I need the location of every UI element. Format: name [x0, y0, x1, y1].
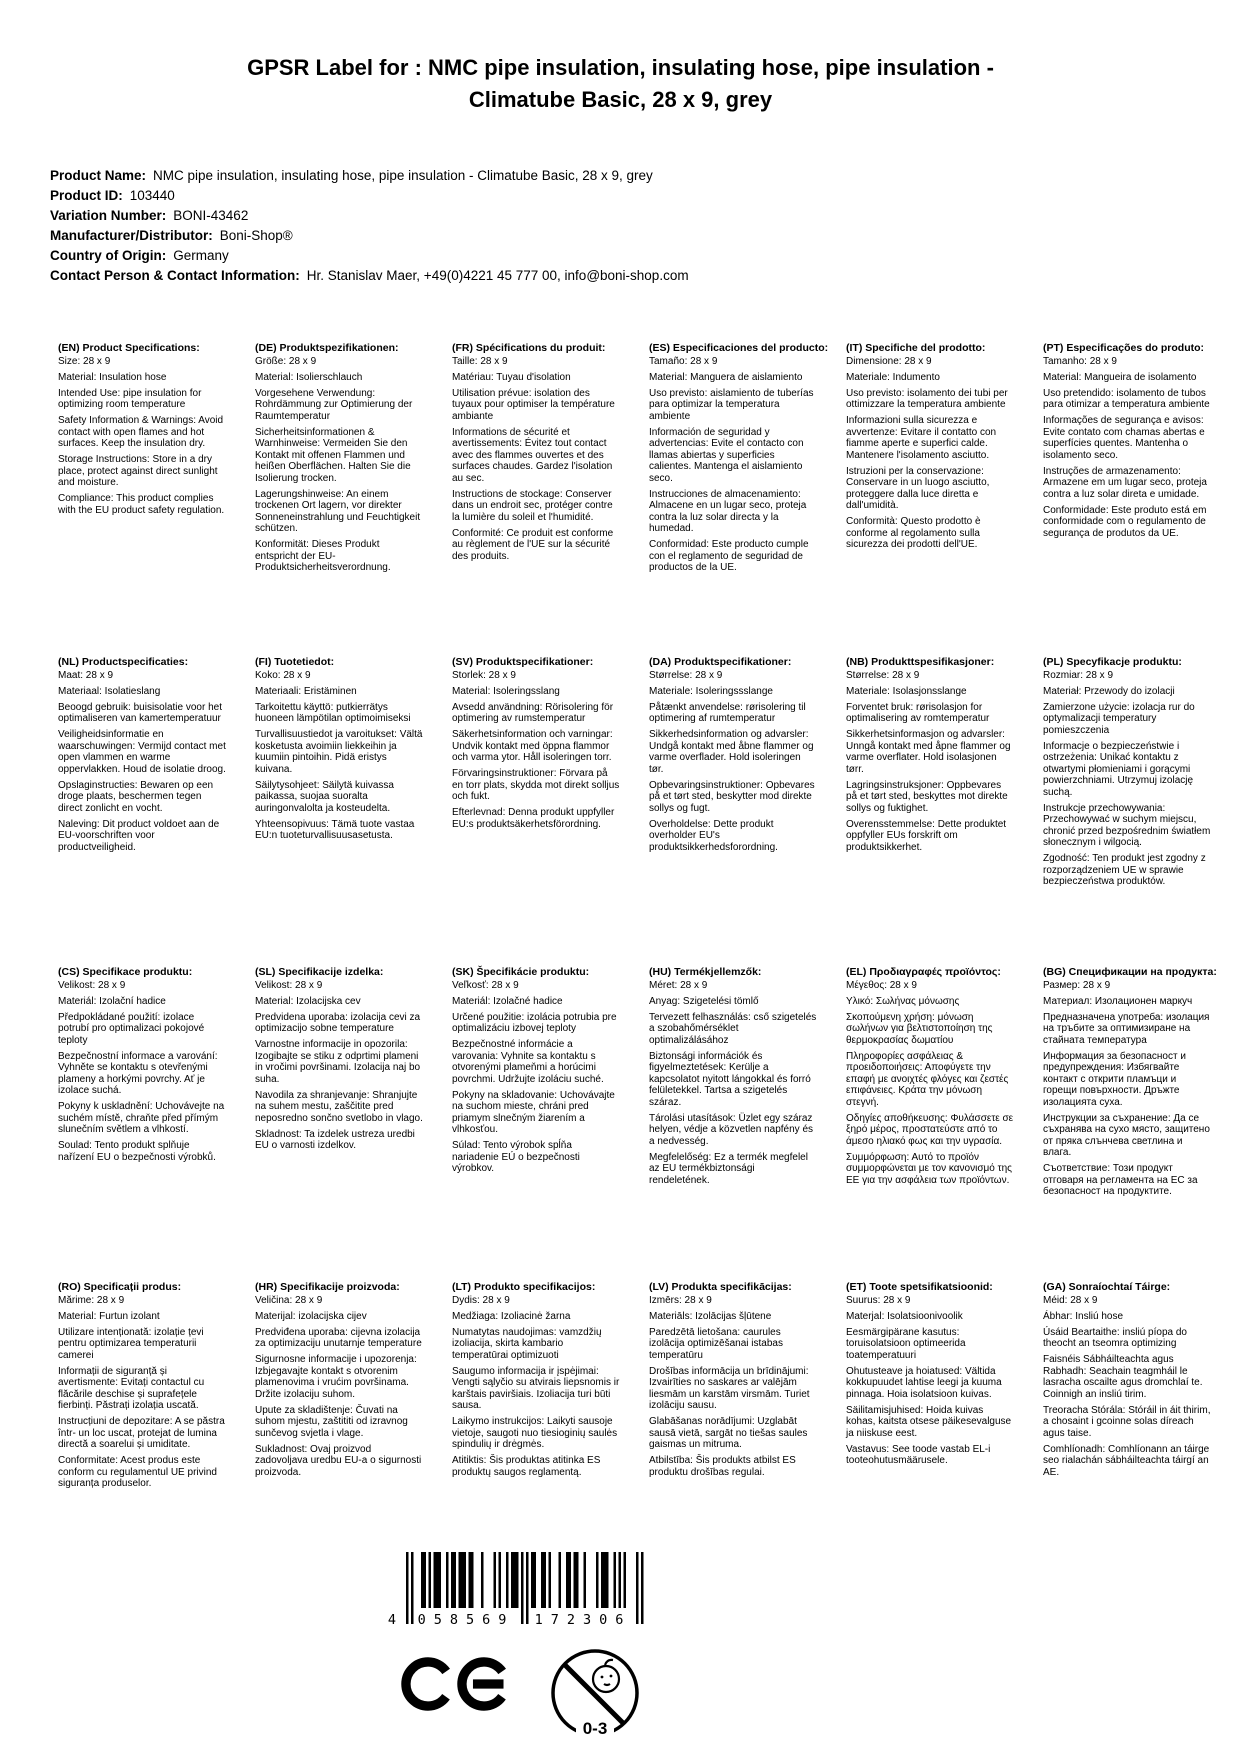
lang-block-paragraph: Instructions de stockage: Conserver dans un endroit sec, protéger contre la lumière du soleil et l'humidité.: [452, 488, 613, 523]
lang-block-paragraph: Overholdelse: Dette produkt overholder EU's produktsikkerhedsforordning.: [649, 818, 778, 853]
lang-block-paragraph: Naleving: Dit product voldoet aan de EU-voorschriften voor productveiligheid.: [58, 818, 220, 853]
language-row: [58, 343, 1211, 578]
lang-block-paragraph: Tervezett felhasználás: cső szigetelés a szobahőmérséklet optimalizálásához: [649, 1011, 817, 1046]
lang-block-paragraph: Medžiaga: Izoliacinė žarna: [452, 1310, 571, 1322]
lang-block-paragraph: Materiale: Isolasjonsslange: [846, 685, 967, 697]
lang-block-paragraph: Instrukcje przechowywania: Przechowywać w suchym miejscu, chronić przed bezpośrednim światłem słonecznym i wilgocią.: [1043, 802, 1211, 848]
lang-block-paragraph: Material: Isoleringsslang: [452, 685, 560, 697]
lang-block-paragraph: Größe: 28 x 9: [255, 355, 317, 367]
lang-block-paragraph: Opslaginstructies: Bewaren op een droge plaats, beschermen tegen direct zonlicht en vocht.: [58, 779, 214, 814]
lang-block-paragraph: Υλικό: Σωλήνας μόνωσης: [846, 995, 960, 1007]
age-warning-0-3-icon: [547, 1645, 643, 1741]
product-info: [50, 166, 1186, 286]
lang-block-header: (LT) Produkto specifikacijos:: [452, 1281, 596, 1293]
language-row: [58, 657, 1211, 892]
lang-block-paragraph: Utilizare intenționată: izolație țevi pentru optimizarea temperaturii camerei: [58, 1326, 204, 1361]
barcode-bar: [569, 1552, 572, 1608]
lang-block-paragraph: Atbilstība: Šis produkts atbilst ES produktu drošības regulai.: [649, 1455, 796, 1478]
product-info-row-country-of-origin: [50, 246, 1186, 266]
lang-block-paragraph: Size: 28 x 9: [58, 355, 111, 367]
lang-block-paragraph: Eesmärgipärane kasutus: toruisolatsioon optimeerida toatemperatuuri: [846, 1326, 966, 1361]
lang-block-paragraph: Förvaringsinstruktioner: Förvara på en torr plats, skydda mot direkt solljus och fukt.: [452, 768, 620, 802]
lang-block-paragraph: Saugumo informacija ir įspėjimai: Vengti sąlyčio su atvirais liepsnomis ir karštais paviršiais. Izoliacija turi būti sausa.: [452, 1365, 620, 1411]
lang-block-paragraph: Conformitate: Acest produs este conform cu regulamentul UE privind siguranța produselor.: [58, 1455, 217, 1489]
barcode-bar: [494, 1552, 497, 1608]
lang-block-paragraph: Συμμόρφωση: Αυτό το προϊόν συμμορφώνεται με τον κανονισμό της ΕΕ για την ασφάλεια των προϊόντων.: [846, 1151, 1012, 1186]
info-value: Hr. Stanislav Maer, +49(0)4221 45 777 00, info@boni-shop.com: [306, 268, 689, 283]
lang-block-header: (DA) Produktspecifikationer:: [649, 656, 792, 668]
lang-block-paragraph: Storlek: 28 x 9: [452, 669, 516, 681]
info-value: NMC pipe insulation, insulating hose, pipe insulation - Climatube Basic, 28 x 9, grey: [153, 168, 653, 183]
lang-block-header: (EL) Προδιαγραφές προϊόντος:: [846, 966, 1001, 978]
lang-block-paragraph: Atitiktis: Šis produktas atitinka ES produktų saugos reglamentą.: [452, 1455, 601, 1478]
barcode-bar: [601, 1552, 604, 1608]
info-label: Manufacturer/Distributor:: [50, 228, 213, 243]
lang-block-paragraph: Beoogd gebruik: buisisolatie voor het optimaliseren van kamertemperatuur: [58, 701, 222, 724]
barcode-digit-prefix: 4: [387, 1612, 397, 1628]
lang-block-paragraph: Vorgesehene Verwendung: Rohrdämmung zur Optimierung der Raumtemperatur: [255, 387, 413, 422]
lang-block-paragraph: Numatytas naudojimas: vamzdžių izoliacija, skirta kambario temperatūrai optimizuoti: [452, 1326, 602, 1361]
lang-block-paragraph: Velikost: 28 x 9: [255, 979, 323, 991]
lang-block-header: (GA) Sonraíochtaí Táirge:: [1043, 1281, 1171, 1293]
lang-block-paragraph: Safety Information & Warnings: Avoid contact with open flames and hot surfaces. Keep the insulation dry.: [58, 415, 224, 449]
lang-block-paragraph: Efterlevnad: Denna produkt uppfyller EU:s produktsäkerhetsförordning.: [452, 807, 615, 830]
lang-block-paragraph: Sikkerhedsinformation og advarsler: Undgå kontakt med åbne flammer og varme overflader. Hold isoleringen tør.: [649, 729, 814, 775]
lang-block-bg: [1043, 966, 1217, 1202]
lang-block-paragraph: Forventet bruk: rørisolasjon for optimalisering av romtemperatur: [846, 701, 990, 724]
lang-block-paragraph: Veľkosť: 28 x 9: [452, 979, 519, 991]
lang-block-paragraph: Uso pretendido: isolamento de tubos para otimizar a temperatura ambiente: [1043, 387, 1210, 410]
lang-block-de: [255, 343, 423, 578]
lang-block-paragraph: Megfelelőség: Ez a termék megfelel az EU termékbiztonsági rendeletének.: [649, 1151, 808, 1186]
language-row: [58, 1282, 1211, 1494]
lang-block-paragraph: Størrelse: 28 x 9: [649, 669, 723, 681]
barcode-bar: [464, 1552, 467, 1608]
lang-block-paragraph: Pokyny na skladovanie: Uchovávajte na suchom mieste, chráni pred priamym slnečným žiarením a vlhkosťou.: [452, 1089, 615, 1135]
lang-block-ga: [1043, 1282, 1211, 1483]
lang-block-paragraph: Съответствие: Този продукт отговаря на регламента на ЕС за безопасност на продуктите.: [1043, 1163, 1198, 1197]
lang-block-paragraph: Tarkoitettu käyttö: putkierrätys huoneen lämpötilan optimoimiseksi: [255, 701, 411, 724]
barcode-bar: [511, 1552, 514, 1608]
lang-block-paragraph: Informations de sécurité et avertissements: Évitez tout contact avec des flammes ouvertes et des surfaces chaudes. Gardez l'isolation au sec.: [452, 426, 613, 484]
lang-block-paragraph: Vastavus: See toode vastab EL-i tooteohutusmäärusele.: [846, 1443, 991, 1466]
barcode-bar: [446, 1552, 449, 1608]
lang-block-paragraph: Οδηγίες αποθήκευσης: Φυλάσσετε σε ξηρό μέρος, προστατεύστε από το άμεσο ηλιακό φως και την υγρασία.: [846, 1112, 1014, 1147]
lang-block-paragraph: Compliance: This product complies with the EU product safety regulation.: [58, 493, 225, 516]
lang-block-paragraph: Säkerhetsinformation och varningar: Undvik kontakt med öppna flammor och varma ytor. Håll isoleringen torr.: [452, 729, 613, 763]
lang-block-paragraph: Informații de siguranță și avertismente: Evitați contactul cu flăcările deschise și suprafețele fierbinți. Păstrați izolația uscată.: [58, 1365, 205, 1411]
lang-block-paragraph: Materijal: izolacijska cijev: [255, 1310, 367, 1322]
lang-block-paragraph: Инструкции за съхранение: Да се съхранява на сухо място, защитено от пряка слънчева светлина и влага.: [1043, 1112, 1210, 1158]
barcode-bar: [574, 1552, 577, 1608]
lang-block-paragraph: Ábhar: Insliú hose: [1043, 1310, 1124, 1322]
barcode-bar: [619, 1552, 622, 1608]
lang-block-paragraph: Turvallisuustiedot ja varoitukset: Vältä kosketusta avoimiin liekkeihin ja kuumiin pintoihin. Pidä eristys kuivana.: [255, 729, 423, 775]
lang-block-paragraph: Säilitamisjuhised: Hoida kuivas kohas, kaitsta otsese päikesevalguse ja niiskuse eest.: [846, 1404, 1012, 1439]
lang-block-header: (HR) Specifikacije proizvoda:: [255, 1281, 400, 1293]
lang-block-paragraph: Utilisation prévue: isolation des tuyaux pour optimiser la température ambiante: [452, 387, 615, 422]
lang-block-el: [846, 967, 1014, 1191]
lang-block-paragraph: Dimensione: 28 x 9: [846, 355, 932, 367]
lang-block-paragraph: Yhteensopivuus: Tämä tuote vastaa EU:n tuoteturvallisuusasetusta.: [255, 818, 415, 841]
barcode-bar: [544, 1552, 547, 1608]
lang-block-paragraph: Zamierzone użycie: izolacja rur do optymalizacji temperatury pomieszczenia: [1043, 701, 1195, 736]
lang-block-paragraph: Treoracha Stórála: Stóráil in áit thirim, a chosaint i gcoinne solas díreach agus taise.: [1043, 1404, 1211, 1439]
lang-block-paragraph: Anyag: Szigetelési tömlő: [649, 995, 759, 1007]
lang-block-paragraph: Materiaali: Eristäminen: [255, 685, 357, 697]
barcode-bar: [549, 1552, 552, 1608]
barcode-bar: [584, 1552, 587, 1608]
ce-letter-c: [406, 1662, 450, 1706]
lang-block-paragraph: Uso previsto: isolamento dei tubi per ottimizzare la temperatura ambiente: [846, 387, 1008, 410]
lang-block-hr: [255, 1282, 423, 1483]
product-info-row-product-id: [50, 186, 1186, 206]
lang-block-paragraph: Bezpečnostní informace a varování: Vyhněte se kontaktu s otevřenými plameny a horkými povrchy. Ať je izolace suchá.: [58, 1050, 218, 1096]
lang-block-paragraph: Intended Use: pipe insulation for optimizing room temperature: [58, 387, 202, 410]
page-title: GPSR Label for : NMC pipe insulation, insulating hose, pipe insulation - Climatube Basic, 28 x 9, grey: [247, 55, 994, 112]
lang-block-paragraph: Predviđena uporaba: cijevna izolacija za optimizaciju unutarnje temperature: [255, 1326, 422, 1349]
lang-block-paragraph: Predvidena uporaba: izolacija cevi za optimizacijo sobne temperature: [255, 1011, 421, 1034]
lang-block-paragraph: Размер: 28 x 9: [1043, 979, 1111, 991]
lang-block-header: (HU) Termékjellemzők:: [649, 966, 762, 978]
barcode-bar: [596, 1552, 599, 1608]
barcode-bar: [459, 1552, 462, 1608]
lang-block-da: [649, 657, 817, 858]
lang-block-et: [846, 1282, 1014, 1471]
lang-block-paragraph: Paredzētā lietošana: caurules izolācija optimizēšanai istabas temperatūru: [649, 1326, 783, 1361]
baby-face-icon: [593, 1660, 619, 1692]
lang-block-paragraph: Material: Izolacijska cev: [255, 995, 361, 1007]
lang-block-paragraph: Faisnéis Sábháilteachta agus Rabhadh: Seachain teagmháil le lasracha oscailte agus dromchlaí te. Coinnigh an insliú tirim.: [1043, 1354, 1203, 1400]
info-value: 103440: [129, 188, 175, 203]
lang-block-paragraph: Tamaño: 28 x 9: [649, 355, 718, 367]
lang-block-paragraph: Информация за безопасност и предупреждения: Избягвайте контакт с открити пламъци и горещи повърхности. Дръжте изолацията суха.: [1043, 1050, 1186, 1108]
lang-block-fr: [452, 343, 620, 567]
info-label: Product ID:: [50, 188, 123, 203]
lang-block-header: (FI) Tuotetiedot:: [255, 656, 335, 668]
barcode-bar: [559, 1552, 562, 1608]
barcode-bar: [636, 1552, 639, 1624]
lang-block-paragraph: Påtænkt anvendelse: rørisolering til optimering af rumtemperatur: [649, 701, 806, 724]
barcode-bar: [454, 1552, 457, 1608]
lang-block-paragraph: Bezpečnostné informácie a varovania: Vyhnite sa kontaktu s otvorenými plameňmi a horúcimi povrchmi. Udržujte izoláciu suché.: [452, 1039, 604, 1085]
lang-block-paragraph: Tárolási utasítások: Üzlet egy száraz helyen, védje a közvetlen napfény és a nedvesség.: [649, 1112, 813, 1147]
info-label: Contact Person & Contact Information:: [50, 268, 300, 283]
info-label: Product Name:: [50, 168, 147, 183]
barcode-bar: [516, 1552, 519, 1608]
barcode-bar: [506, 1552, 509, 1608]
lang-block-paragraph: Dydis: 28 x 9: [452, 1294, 510, 1306]
lang-block-paragraph: Material: Furtun izolant: [58, 1310, 160, 1322]
barcode-bar: [421, 1552, 424, 1608]
lang-block-paragraph: Laikymo instrukcijos: Laikyti sausoje vietoje, saugoti nuo tiesioginių saulės spindulių ir drėgmės.: [452, 1416, 618, 1450]
lang-block-header: (DE) Produktspezifikationen:: [255, 342, 399, 354]
product-info-row-manufacturer: [50, 226, 1186, 246]
lang-block-header: (PL) Specyfikacje produktu:: [1043, 656, 1182, 668]
lang-block-cs: [58, 967, 226, 1168]
info-label: Country of Origin:: [50, 248, 167, 263]
lang-block-paragraph: Størrelse: 28 x 9: [846, 669, 920, 681]
lang-block-paragraph: Veiligheidsinformatie en waarschuwingen: Vermijd contact met open vlammen en warme oppervlakken. Houd de isolatie droog.: [58, 729, 226, 775]
lang-block-header: (BG) Спецификации на продукта:: [1043, 966, 1217, 978]
lang-block-paragraph: Sicherheitsinformationen & Warnhinweise: Vermeiden Sie den Kontakt mit offenen Flammen und heißen Oberflächen. Halten Sie die Isolierung trocken.: [255, 426, 411, 484]
barcode-bar: [521, 1552, 524, 1624]
lang-block-paragraph: Soulad: Tento produkt splňuje nařízení EU o bezpečnosti výrobků.: [58, 1140, 216, 1163]
barcode-bar: [451, 1552, 454, 1608]
barcode-bar: [439, 1552, 442, 1608]
barcode-bar: [526, 1552, 529, 1624]
lang-block-paragraph: Instruções de armazenamento: Armazene em um lugar seco, proteja contra a luz solar direta e umidade.: [1043, 465, 1207, 500]
product-info-row-variation-number: [50, 206, 1186, 226]
lang-block-paragraph: Material: Isolierschlauch: [255, 371, 363, 383]
lang-block-paragraph: Úsáid Beartaithe: insliú píopa do theocht an tseomra optimizing: [1043, 1326, 1187, 1349]
lang-block-paragraph: Materiaal: Isolatieslang: [58, 685, 161, 697]
lang-block-paragraph: Biztonsági információk és figyelmeztetések: Kerülje a kapcsolatot nyitott lángokkal és forró felületekkel. Tartsa a szigetelés száraz.: [649, 1050, 811, 1108]
lang-block-paragraph: Lagerungshinweise: An einem trockenen Ort lagern, vor direkter Sonneneinstrahlung und Feuchtigkeit schützen.: [255, 488, 421, 534]
barcode-bar: [604, 1552, 607, 1608]
lang-block-paragraph: Konformität: Dieses Produkt entspricht der EU-Produktsicherheitsverordnung.: [255, 539, 391, 573]
barcode-digits-left: 058569: [417, 1612, 515, 1628]
lang-block-it: [846, 343, 1014, 555]
lang-block-paragraph: Taille: 28 x 9: [452, 355, 508, 367]
barcode-bar: [434, 1552, 437, 1608]
lang-block-header: (CS) Specifikace produktu:: [58, 966, 193, 978]
lang-block-paragraph: Drošības informācija un brīdinājumi: Izvairīties no saskares ar valējām liesmām un karstām virsmām. Turiet izolāciju sausu.: [649, 1365, 810, 1411]
lang-block-paragraph: Glabāšanas norādījumi: Uzglabāt sausā vietā, sargāt no tiešas saules gaismas un mitruma.: [649, 1416, 808, 1450]
barcode-bar: [624, 1552, 627, 1608]
lang-block-lt: [452, 1282, 620, 1483]
lang-block-paragraph: Zgodność: Ten produkt jest zgodny z rozporządzeniem UE w sprawie bezpieczeństwa produktów.: [1043, 853, 1206, 887]
barcode-bar: [531, 1552, 534, 1608]
lang-block-paragraph: Ohutusteave ja hoiatused: Vältida kokkupuudet lahtise leegi ja kuuma pinnaga. Hoia isolatsioon kuivas.: [846, 1365, 1002, 1400]
barcode-bar: [541, 1552, 544, 1608]
lang-block-sv: [452, 657, 620, 835]
lang-block-paragraph: Materiál: Izolační hadice: [58, 995, 166, 1007]
lang-block-paragraph: Материал: Изолационен маркуч: [1043, 995, 1193, 1007]
barcode-bar: [429, 1552, 432, 1608]
ean13-barcode: [382, 1552, 650, 1630]
barcode-bar: [481, 1552, 484, 1608]
lang-block-paragraph: Méid: 28 x 9: [1043, 1294, 1098, 1306]
lang-block-paragraph: Storage Instructions: Store in a dry place, protect against direct sunlight and moisture.: [58, 454, 218, 488]
lang-block-paragraph: Sikkerhetsinformasjon og advarsler: Unngå kontakt med åpne flammer og varme overflater. Hold isolasjonen tørr.: [846, 729, 1011, 775]
lang-block-paragraph: Material: Mangueira de isolamento: [1043, 371, 1197, 383]
barcode-digits-right: 172306: [534, 1612, 632, 1628]
barcode-bar: [469, 1552, 472, 1608]
lang-block-paragraph: Μέγεθος: 28 x 9: [846, 979, 917, 991]
lang-block-paragraph: Sukladnost: Ovaj proizvod zadovoljava uredbu EU-a o sigurnosti proizvoda.: [255, 1443, 422, 1478]
lang-block-paragraph: Méret: 28 x 9: [649, 979, 708, 991]
info-value: BONI-43462: [173, 208, 249, 223]
lang-block-paragraph: Overensstemmelse: Dette produktet oppfyller EUs forskrift om produktsikkerhet.: [846, 818, 1007, 853]
lang-block-lv: [649, 1282, 817, 1483]
lang-block-header: (NB) Produkttspesifikasjoner:: [846, 656, 995, 668]
lang-block-paragraph: Informações de segurança e avisos: Evite contato com chamas abertas e superfícies quentes. Mantenha o isolamento seco.: [1043, 415, 1205, 461]
lang-block-paragraph: Súlad: Tento výrobok spĺňa nariadenie EÚ o bezpečnosti výrobkov.: [452, 1140, 580, 1174]
lang-block-header: (SK) Špecifikácie produktu:: [452, 966, 590, 978]
lang-block-paragraph: Izmērs: 28 x 9: [649, 1294, 712, 1306]
lang-block-paragraph: Materiale: Indumento: [846, 371, 940, 383]
lang-block-paragraph: Koko: 28 x 9: [255, 669, 311, 681]
lang-block-paragraph: Sigurnosne informacije i upozorenja: Izbjegavajte kontakt s otvorenim plamenovima i vrućim površinama. Držite izolaciju suhom.: [255, 1354, 417, 1400]
lang-block-paragraph: Materiał: Przewody do izolacji: [1043, 685, 1175, 697]
lang-block-header: (ET) Toote spetsifikatsioonid:: [846, 1281, 993, 1293]
lang-block-sk: [452, 967, 620, 1179]
barcode-bar: [461, 1552, 464, 1608]
lang-block-paragraph: Suurus: 28 x 9: [846, 1294, 911, 1306]
lang-block-paragraph: Información de seguridad y advertencias: Evite el contacto con llamas abiertas y superficies calientes. Mantenga el aislamiento seco.: [649, 426, 804, 484]
lang-block-paragraph: Instrucțiuni de depozitare: A se păstra într- un loc uscat, protejat de lumina directă a soarelui și umiditate.: [58, 1416, 225, 1450]
barcode-bar: [436, 1552, 439, 1608]
lang-block-paragraph: Conformité: Ce produit est conforme au règlement de l'UE sur la sécurité des produits.: [452, 527, 614, 562]
lang-block-header: (SV) Produktspecifikationer:: [452, 656, 594, 668]
barcode-bar: [534, 1552, 537, 1608]
lang-block-paragraph: Conformidad: Este producto cumple con el reglamento de seguridad de productos de la UE.: [649, 539, 809, 573]
lang-block-paragraph: Navodila za shranjevanje: Shranjujte na suhem mestu, zaščitite pred neposredno sončno svetlobo in vlago.: [255, 1089, 423, 1124]
barcode-bar: [641, 1552, 644, 1624]
barcode-bar: [471, 1552, 474, 1608]
lang-block-paragraph: Velikost: 28 x 9: [58, 979, 126, 991]
barcode-bar: [614, 1552, 617, 1608]
lang-block-header: (EN) Product Specifications:: [58, 342, 200, 354]
barcode-bar: [606, 1552, 609, 1608]
lang-block-paragraph: Předpokládané použití: izolace potrubí pro optimalizaci pokojové teploty: [58, 1011, 205, 1046]
barcode-bar: [514, 1552, 517, 1608]
lang-block-header: (IT) Specifiche del prodotto:: [846, 342, 986, 354]
age-warning-label: 0-3: [582, 1719, 608, 1738]
lang-block-header: (FR) Spécifications du produit:: [452, 342, 606, 354]
lang-block-paragraph: Säilytysohjeet: Säilytä kuivassa paikassa, suojaa suoralta auringonvalolta ja kosteudelta.: [255, 779, 394, 814]
lang-block-es: [649, 342, 829, 578]
lang-block-paragraph: Upute za skladištenje: Čuvati na suhom mjestu, zaštititi od izravnog sunčevog svjetla i vlage.: [255, 1404, 408, 1439]
lang-block-paragraph: Material: Insulation hose: [58, 371, 167, 383]
lang-block-paragraph: Σκοπούμενη χρήση: μόνωση σωλήνων για βελτιστοποίηση της θερμοκρασίας δωματίου: [846, 1011, 993, 1046]
lang-block-paragraph: Tamanho: 28 x 9: [1043, 355, 1117, 367]
lang-block-paragraph: Materiāls: Izolācijas šļūtene: [649, 1310, 772, 1322]
lang-block-paragraph: Πληροφορίες ασφάλειας & προειδοποιήσεις: Αποφύγετε την επαφή με ανοιχτές φλόγες και ζεστές επιφάνειες. Κράτα την μόνωση στεγνή.: [846, 1050, 1009, 1108]
product-info-row-contact: [50, 266, 1186, 286]
lang-block-header: (SL) Specifikacije izdelka:: [255, 966, 384, 978]
lang-block-paragraph: Veličina: 28 x 9: [255, 1294, 323, 1306]
lang-block-paragraph: Opbevaringsinstruktioner: Opbevares på et tørt sted, beskytter mod direkte sollys og fugt.: [649, 779, 815, 814]
lang-block-paragraph: Mărime: 28 x 9: [58, 1294, 125, 1306]
info-label: Variation Number:: [50, 208, 167, 223]
lang-block-paragraph: Materjal: Isolatsioonivoolik: [846, 1310, 963, 1322]
lang-block-header: (LV) Produkta specifikācijas:: [649, 1281, 792, 1293]
lang-block-pt: [1043, 343, 1211, 544]
lang-block-paragraph: Material: Manguera de aislamiento: [649, 371, 803, 383]
lang-block-header: (RO) Specificații produs:: [58, 1281, 182, 1293]
lang-block-paragraph: Informacje o bezpieczeństwie i ostrzeżenia: Unikać kontaktu z otwartymi płomieniami i gorącymi powierzchniami. Utrzymuj izolację suchą.: [1043, 740, 1194, 798]
lang-block-paragraph: Informazioni sulla sicurezza e avvertenze: Evitare il contatto con fiamme aperte e superfici calde. Mantenere l'isolamento asciutto.: [846, 415, 997, 461]
lang-block-nb: [846, 657, 1014, 858]
lang-block-paragraph: Maat: 28 x 9: [58, 669, 114, 681]
lang-block-header: (ES) Especificaciones del producto:: [649, 342, 829, 354]
lang-block-header: (NL) Productspecificaties:: [58, 656, 189, 668]
lang-block-paragraph: Istruzioni per la conservazione: Conservare in un luogo asciutto, proteggere dalla luce diretta e dall'umidità.: [846, 465, 990, 511]
lang-block-paragraph: Pokyny k uskladnění: Uchovávejte na suchém místě, chraňte před přímým slunečním světlem a vlhkostí.: [58, 1101, 225, 1135]
lang-block-en: [58, 343, 226, 521]
lang-block-paragraph: Určené použitie: izolácia potrubia pre optimalizáciu izbovej teploty: [452, 1011, 617, 1034]
ce-mark-icon: [400, 1656, 512, 1712]
lang-block-paragraph: Rozmiar: 28 x 9: [1043, 669, 1114, 681]
lang-block-paragraph: Avsedd användning: Rörisolering för optimering av rumstemperatur: [452, 701, 614, 724]
barcode-bar: [566, 1552, 569, 1608]
lang-block-paragraph: Conformidade: Este produto está em conformidade com o regulamento de segurança de produtos da UE.: [1043, 504, 1207, 539]
lang-block-paragraph: Lagringsinstruksjoner: Oppbevares på et tørt sted, beskyttes mot direkte sollys og fuktighet.: [846, 779, 1008, 814]
lang-block-nl: [58, 657, 226, 858]
lang-block-fi: [255, 657, 423, 846]
lang-block-paragraph: Предназначена употреба: изолация на тръбите за оптимизиране на стайната температура: [1043, 1011, 1210, 1046]
barcode-bar: [576, 1552, 579, 1608]
lang-block-paragraph: Uso previsto: aislamiento de tuberías para optimizar la temperatura ambiente: [649, 387, 814, 422]
lang-block-paragraph: Conformità: Questo prodotto è conforme al regolamento sulla sicurezza dei prodotti dell'UE.: [846, 516, 981, 550]
barcode-bar: [424, 1552, 427, 1608]
language-row: [58, 966, 1217, 1202]
lang-block-hu: [649, 967, 817, 1191]
product-info-row-product-name: [50, 166, 1186, 186]
lang-block-paragraph: Skladnost: Ta izdelek ustreza uredbi EU o varnosti izdelkov.: [255, 1128, 415, 1151]
lang-block-paragraph: Instrucciones de almacenamiento: Almacene en un lugar seco, proteja contra la luz solar directa y la humedad.: [649, 488, 807, 534]
lang-block-paragraph: Varnostne informacije in opozorila: Izogibajte se stiku z odprtimi plameni in vročimi površinami. Izolacija naj bo suha.: [255, 1039, 421, 1085]
barcode-bar: [406, 1552, 409, 1624]
info-value: Boni-Shop®: [219, 228, 293, 243]
lang-block-paragraph: Matériau: Tuyau d'isolation: [452, 371, 571, 383]
lang-block-ro: [58, 1282, 226, 1494]
lang-block-paragraph: Materiál: Izolačné hadice: [452, 995, 563, 1007]
info-value: Germany: [173, 248, 229, 263]
barcode-bar: [411, 1552, 414, 1624]
lang-block-paragraph: Materiale: Isoleringssslange: [649, 685, 773, 697]
lang-block-sl: [255, 967, 423, 1156]
lang-block-header: (PT) Especificações do produto:: [1043, 342, 1205, 354]
barcode-bar: [499, 1552, 502, 1608]
lang-block-pl: [1043, 657, 1211, 892]
lang-block-paragraph: Comhlíonadh: Comhlíonann an táirge seo rialachán sábháilteachta táirgí an AE.: [1043, 1443, 1210, 1478]
